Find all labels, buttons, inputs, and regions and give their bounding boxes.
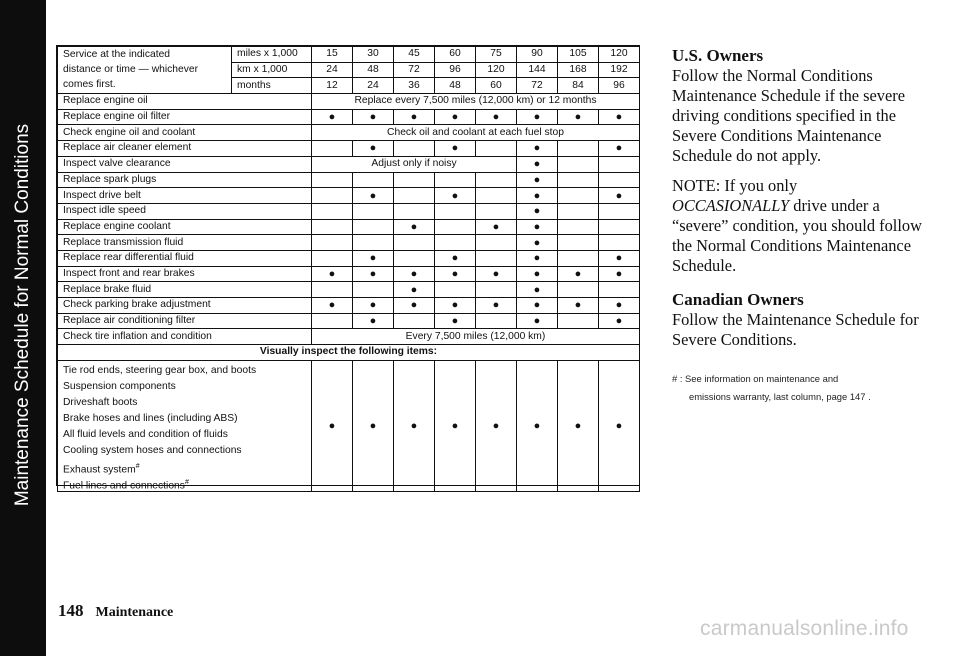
service-dot: ● — [599, 298, 640, 314]
empty-cell — [558, 156, 599, 172]
service-dot: ● — [517, 266, 558, 282]
page-footer — [58, 601, 173, 621]
service-item-label: Check engine oil and coolant — [58, 125, 312, 141]
schedule-row — [58, 141, 640, 157]
empty-cell — [599, 282, 640, 298]
service-dot: ● — [517, 203, 558, 219]
service-item-label: Replace engine oil — [58, 94, 312, 110]
schedule-row — [58, 156, 640, 172]
service-dot: ● — [435, 250, 476, 266]
interval-value: 60 — [435, 47, 476, 63]
empty-cell — [312, 172, 353, 188]
empty-cell — [312, 219, 353, 235]
service-dot: ● — [353, 313, 394, 329]
service-dot: ● — [517, 141, 558, 157]
interval-value: 90 — [517, 47, 558, 63]
schedule-row — [58, 266, 640, 282]
service-instruction: Check oil and coolant at each fuel stop — [312, 125, 640, 141]
service-dot: ● — [517, 219, 558, 235]
visual-inspection-item — [63, 411, 306, 427]
service-item-label: Check tire inflation and condition — [58, 329, 312, 345]
service-dot: ● — [435, 109, 476, 125]
empty-cell — [312, 141, 353, 157]
service-dot: ● — [517, 360, 558, 491]
interval-value: 72 — [517, 78, 558, 94]
note-rest: drive under a “severe” condition, you should follow the Normal Conditions Maintenance Schedule. — [672, 196, 922, 275]
maintenance-schedule-table — [56, 45, 640, 492]
canadian-owners-title: Canadian Owners — [672, 290, 804, 309]
interval-value: 60 — [476, 78, 517, 94]
footnote — [672, 370, 942, 406]
service-dot: ● — [476, 360, 517, 491]
empty-cell — [599, 235, 640, 251]
service-item-label: Replace rear differential fluid — [58, 250, 312, 266]
empty-cell — [312, 188, 353, 204]
service-dot: ● — [435, 141, 476, 157]
empty-cell — [558, 203, 599, 219]
interval-value: 48 — [435, 78, 476, 94]
service-dot: ● — [599, 109, 640, 125]
empty-cell — [394, 235, 435, 251]
empty-cell — [435, 203, 476, 219]
interval-value: 15 — [312, 47, 353, 63]
service-dot: ● — [312, 109, 353, 125]
visual-inspection-row — [58, 360, 640, 491]
empty-cell — [476, 250, 517, 266]
service-dot: ● — [394, 109, 435, 125]
service-item-label: Replace air conditioning filter — [58, 313, 312, 329]
empty-cell — [394, 250, 435, 266]
empty-cell — [476, 188, 517, 204]
side-tab-label: Maintenance Schedule for Normal Conditions — [12, 123, 33, 507]
service-dot: ● — [599, 250, 640, 266]
interval-value: 12 — [312, 78, 353, 94]
interval-value: 192 — [599, 62, 640, 78]
service-dot: ● — [394, 298, 435, 314]
service-dot: ● — [394, 360, 435, 491]
service-dot: ● — [353, 298, 394, 314]
visual-inspection-header: Visually inspect the following items: — [58, 345, 640, 361]
service-header-line: Service at the indicated — [58, 47, 232, 63]
canadian-owners-body: Follow the Maintenance Schedule for Severe Conditions. — [672, 310, 919, 349]
service-dot: ● — [353, 360, 394, 491]
service-dot: ● — [312, 298, 353, 314]
interval-value: 105 — [558, 47, 599, 63]
service-dot: ● — [476, 298, 517, 314]
service-item-label: Inspect front and rear brakes — [58, 266, 312, 282]
empty-cell — [435, 219, 476, 235]
footnote-line-2: emissions warranty, last column, page 147 . — [689, 391, 871, 402]
visual-inspection-item — [63, 379, 306, 395]
visual-inspection-item-text: Brake hoses and lines (including ABS) — [63, 412, 238, 424]
service-item-label: Replace engine oil filter — [58, 109, 312, 125]
visual-inspection-item-text: Suspension components — [63, 380, 176, 392]
interval-value: 96 — [435, 62, 476, 78]
service-dot: ● — [558, 298, 599, 314]
visual-inspection-item — [63, 443, 306, 459]
service-dot: ● — [517, 109, 558, 125]
service-dot: ● — [517, 282, 558, 298]
empty-cell — [435, 172, 476, 188]
visual-inspection-item-text: All fluid levels and condition of fluids — [63, 428, 228, 440]
service-dot: ● — [476, 219, 517, 235]
visual-inspection-item-text: Driveshaft boots — [63, 396, 138, 408]
service-dot: ● — [353, 109, 394, 125]
service-dot: ● — [599, 313, 640, 329]
service-dot: ● — [394, 219, 435, 235]
visual-inspection-header-row — [58, 345, 640, 361]
interval-value: 120 — [599, 47, 640, 63]
page-number: 148 — [58, 601, 84, 620]
empty-cell — [312, 282, 353, 298]
empty-cell — [312, 235, 353, 251]
interval-unit-label: miles x 1,000 — [232, 47, 312, 63]
empty-cell — [394, 141, 435, 157]
empty-cell — [312, 313, 353, 329]
service-dot: ● — [435, 188, 476, 204]
service-dot: ● — [558, 109, 599, 125]
empty-cell — [476, 172, 517, 188]
visual-inspection-item — [63, 427, 306, 443]
empty-cell — [353, 219, 394, 235]
empty-cell — [394, 203, 435, 219]
section-name: Maintenance — [95, 605, 174, 620]
empty-cell — [558, 313, 599, 329]
service-dot: ● — [476, 109, 517, 125]
service-instruction: Replace every 7,500 miles (12,000 km) or 12 months — [312, 94, 640, 110]
visual-inspection-item-text: Exhaust system — [63, 464, 136, 476]
interval-value: 120 — [476, 62, 517, 78]
visual-inspection-item — [63, 475, 306, 491]
interval-value: 75 — [476, 47, 517, 63]
empty-cell — [599, 203, 640, 219]
side-notes — [672, 46, 922, 360]
empty-cell — [394, 313, 435, 329]
empty-cell — [353, 282, 394, 298]
footnote-marker: # — [135, 462, 140, 470]
empty-cell — [476, 313, 517, 329]
service-dot: ● — [517, 188, 558, 204]
visual-inspection-item-text: Cooling system hoses and connections — [63, 444, 242, 456]
empty-cell — [394, 188, 435, 204]
interval-header-row — [58, 47, 640, 63]
service-dot: ● — [394, 266, 435, 282]
service-dot: ● — [558, 266, 599, 282]
note-prefix: NOTE: If you only — [672, 176, 798, 195]
visual-inspection-item — [63, 363, 306, 379]
empty-cell — [476, 282, 517, 298]
empty-cell — [476, 235, 517, 251]
interval-value: 96 — [599, 78, 640, 94]
service-item-label: Replace spark plugs — [58, 172, 312, 188]
side-tab — [0, 0, 46, 656]
visual-inspection-item-text: Tie rod ends, steering gear box, and boots — [63, 364, 257, 376]
service-dot: ● — [353, 266, 394, 282]
service-dot: ● — [517, 156, 558, 172]
empty-cell — [476, 141, 517, 157]
service-header-line: comes first. — [58, 78, 232, 94]
service-dot: ● — [394, 282, 435, 298]
empty-cell — [558, 235, 599, 251]
service-dot: ● — [353, 250, 394, 266]
note-text — [672, 176, 922, 276]
visual-inspection-item — [63, 395, 306, 411]
service-item-label: Replace transmission fluid — [58, 235, 312, 251]
schedule-grid — [57, 46, 640, 492]
service-dot: ● — [435, 298, 476, 314]
empty-cell — [558, 188, 599, 204]
empty-cell — [435, 282, 476, 298]
service-dot: ● — [435, 266, 476, 282]
interval-unit-label: months — [232, 78, 312, 94]
schedule-row — [58, 172, 640, 188]
service-dot: ● — [517, 235, 558, 251]
service-item-label: Replace air cleaner element — [58, 141, 312, 157]
empty-cell — [435, 235, 476, 251]
empty-cell — [558, 250, 599, 266]
interval-value: 48 — [353, 62, 394, 78]
service-item-label: Replace brake fluid — [58, 282, 312, 298]
interval-value: 72 — [394, 62, 435, 78]
schedule-row — [58, 188, 640, 204]
empty-cell — [599, 219, 640, 235]
service-dot: ● — [599, 141, 640, 157]
us-owners-title: U.S. Owners — [672, 46, 764, 65]
service-dot: ● — [312, 266, 353, 282]
service-item-label: Inspect idle speed — [58, 203, 312, 219]
empty-cell — [558, 141, 599, 157]
interval-unit-label: km x 1,000 — [232, 62, 312, 78]
us-owners-body: Follow the Normal Conditions Maintenance Schedule if the severe driving conditions specified in the Severe Conditions Maintenance Schedule do not apply. — [672, 66, 906, 165]
service-dot: ● — [435, 360, 476, 491]
schedule-row — [58, 250, 640, 266]
empty-cell — [599, 172, 640, 188]
empty-cell — [558, 282, 599, 298]
interval-value: 84 — [558, 78, 599, 94]
service-dot: ● — [599, 188, 640, 204]
empty-cell — [394, 172, 435, 188]
service-dot: ● — [517, 172, 558, 188]
empty-cell — [558, 219, 599, 235]
service-dot: ● — [435, 313, 476, 329]
schedule-row — [58, 109, 640, 125]
empty-cell — [353, 203, 394, 219]
service-dot: ● — [353, 141, 394, 157]
schedule-row — [58, 219, 640, 235]
schedule-row — [58, 298, 640, 314]
interval-header-row — [58, 78, 640, 94]
service-instruction: Every 7,500 miles (12,000 km) — [312, 329, 640, 345]
interval-value: 24 — [353, 78, 394, 94]
service-item-label: Inspect drive belt — [58, 188, 312, 204]
service-dot: ● — [558, 360, 599, 491]
interval-header-row — [58, 62, 640, 78]
interval-value: 144 — [517, 62, 558, 78]
visual-inspection-list — [58, 360, 312, 491]
footnote-marker: # — [184, 478, 189, 486]
schedule-row — [58, 329, 640, 345]
schedule-row — [58, 313, 640, 329]
visual-inspection-item-text: Fuel lines and connections — [63, 480, 185, 492]
empty-cell — [353, 172, 394, 188]
interval-value: 24 — [312, 62, 353, 78]
visual-inspection-item — [63, 459, 306, 475]
service-dot: ● — [517, 313, 558, 329]
service-dot: ● — [353, 188, 394, 204]
service-dot: ● — [599, 360, 640, 491]
empty-cell — [476, 203, 517, 219]
service-dot: ● — [517, 298, 558, 314]
empty-cell — [312, 203, 353, 219]
watermark: carmanualsonline.info — [700, 617, 909, 640]
service-dot: ● — [599, 266, 640, 282]
service-header-line: distance or time — whichever — [58, 62, 232, 78]
service-dot: ● — [517, 250, 558, 266]
empty-cell — [599, 156, 640, 172]
footnote-line-1: # : See information on maintenance and — [672, 373, 839, 384]
schedule-row — [58, 235, 640, 251]
schedule-row — [58, 203, 640, 219]
service-dot: ● — [312, 360, 353, 491]
interval-value: 168 — [558, 62, 599, 78]
service-item-label: Replace engine coolant — [58, 219, 312, 235]
empty-cell — [558, 172, 599, 188]
schedule-row — [58, 282, 640, 298]
interval-value: 45 — [394, 47, 435, 63]
schedule-row — [58, 94, 640, 110]
service-item-label: Inspect valve clearance — [58, 156, 312, 172]
empty-cell — [312, 250, 353, 266]
service-instruction: Adjust only if noisy — [312, 156, 517, 172]
interval-value: 30 — [353, 47, 394, 63]
note-emphasis: OCCASIONALLY — [672, 196, 790, 215]
service-dot: ● — [476, 266, 517, 282]
empty-cell — [353, 235, 394, 251]
schedule-row — [58, 125, 640, 141]
interval-value: 36 — [394, 78, 435, 94]
service-item-label: Check parking brake adjustment — [58, 298, 312, 314]
